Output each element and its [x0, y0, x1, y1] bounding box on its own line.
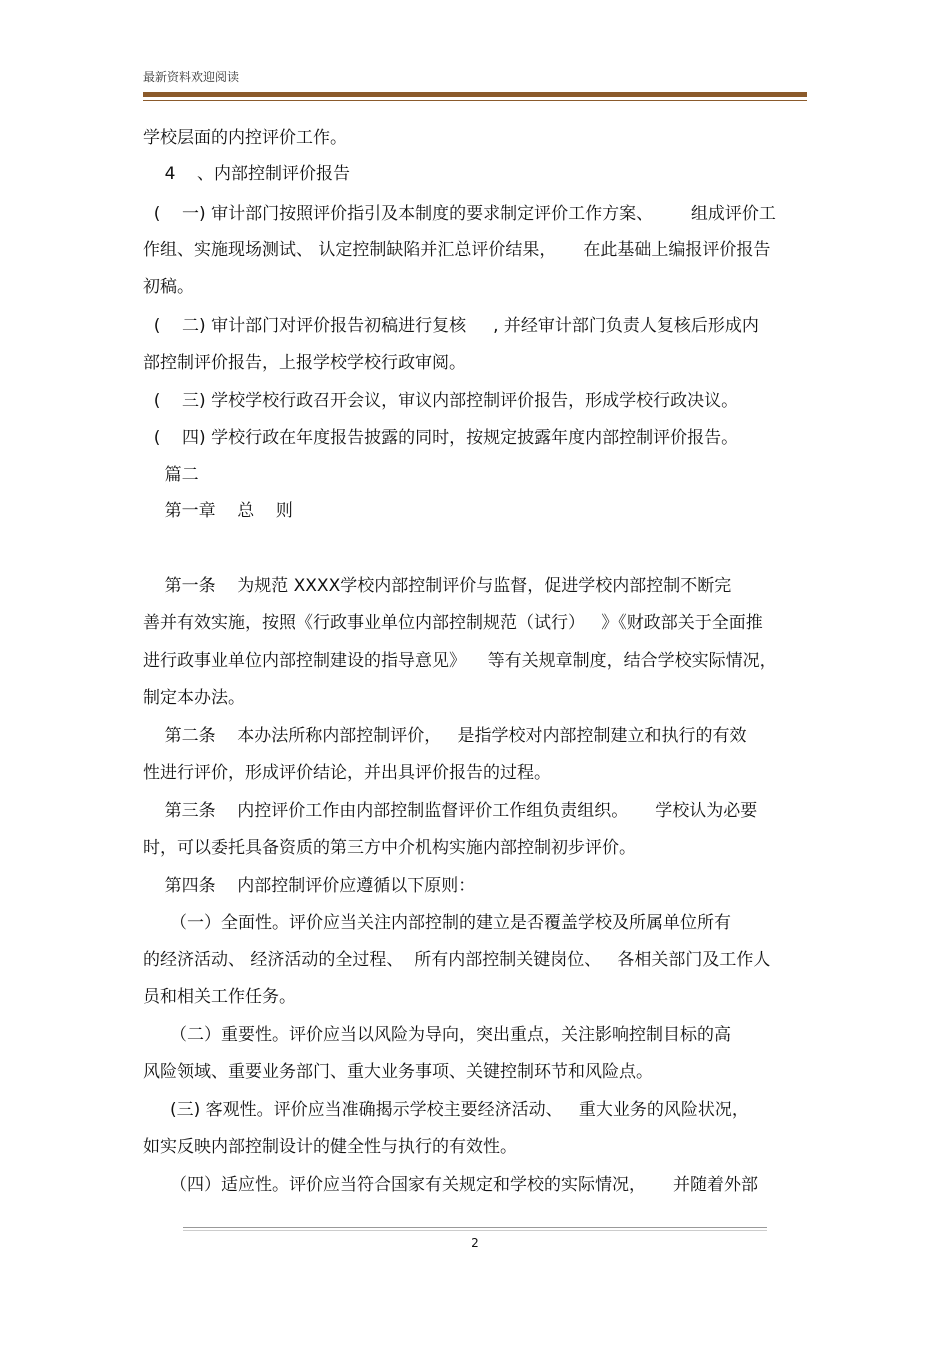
text-line: 性进行评价，形成评价结论，并出具评价报告的过程。 [143, 763, 551, 783]
page-number: 2 [471, 1236, 479, 1250]
text-line: 第四条 内部控制评价应遵循以下原则： [143, 876, 476, 896]
text-line: 制定本办法。 [143, 688, 245, 708]
text-line: 时，可以委托具备资质的第三方中介机构实施内部控制初步评价。 [143, 838, 636, 858]
text-line: （二）重要性。评价应当以风险为导向，突出重点，关注影响控制目标的高 [143, 1025, 732, 1045]
text-line: 4 、内部控制评价报告 [143, 164, 351, 184]
header-rule-thin [143, 100, 807, 101]
text-line: 第一章 总 则 [143, 501, 293, 521]
text-line: （四）适应性。评价应当符合国家有关规定和学校的实际情况， 并随着外部 [143, 1175, 759, 1195]
text-line: 如实反映内部控制设计的健全性与执行的有效性。 [143, 1137, 517, 1157]
text-line: 部控制评价报告，上报学校学校行政审阅。 [143, 353, 466, 373]
footer-rule-shadow [183, 1230, 767, 1231]
text-line: ( 三) 学校学校行政召开会议，审议内部控制评价报告，形成学校行政决议。 [143, 391, 739, 411]
text-line: 第二条 本办法所称内部控制评价， 是指学校对内部控制建立和执行的有效 [143, 726, 747, 746]
footer-rule [183, 1227, 767, 1228]
text-line: （一）全面性。评价应当关注内部控制的建立是否覆盖学校及所属单位所有 [143, 913, 732, 933]
text-line: 进行政事业单位内部控制建设的指导意见》 等有关规章制度，结合学校实际情况， [143, 651, 777, 671]
text-line: 的经济活动、 经济活动的全过程、 所有内部控制关键岗位、 各相关部门及工作人 [143, 950, 771, 970]
text-line: 初稿。 [143, 277, 194, 297]
text-line: 善并有效实施，按照《行政事业单位内部控制规范（试行） 》《财政部关于全面推 [143, 613, 763, 633]
text-line: (三) 客观性。评价应当准确揭示学校主要经济活动、 重大业务的风险状况， [143, 1100, 749, 1120]
text-line: 第三条 内控评价工作由内部控制监督评价工作组负责组织。 学校认为必要 [143, 801, 758, 821]
text-line: 风险领域、重要业务部门、重大业务事项、关键控制环节和风险点。 [143, 1062, 653, 1082]
text-line: ( 二) 审计部门对评价报告初稿进行复核 , 并经审计部门负责人复核后形成内 [143, 316, 759, 336]
text-line: ( 一) 审计部门按照评价指引及本制度的要求制定评价工作方案、 组成评价工 [143, 204, 776, 224]
text-line: 作组、实施现场测试、 认定控制缺陷并汇总评价结果， 在此基础上编报评价报告 [143, 240, 771, 260]
text-line: 学校层面的内控评价工作。 [143, 128, 347, 148]
text-line: 员和相关工作任务。 [143, 987, 296, 1007]
text-line: 篇二 [143, 465, 199, 485]
page-header-title: 最新资料欢迎阅读 [143, 70, 240, 84]
text-line: ( 四) 学校行政在年度报告披露的同时，按规定披露年度内部控制评价报告。 [143, 428, 739, 448]
text-line: 第一条 为规范 XXXX学校内部控制评价与监督，促进学校内部控制不断完 [143, 576, 732, 596]
header-rule-thick [143, 92, 807, 97]
